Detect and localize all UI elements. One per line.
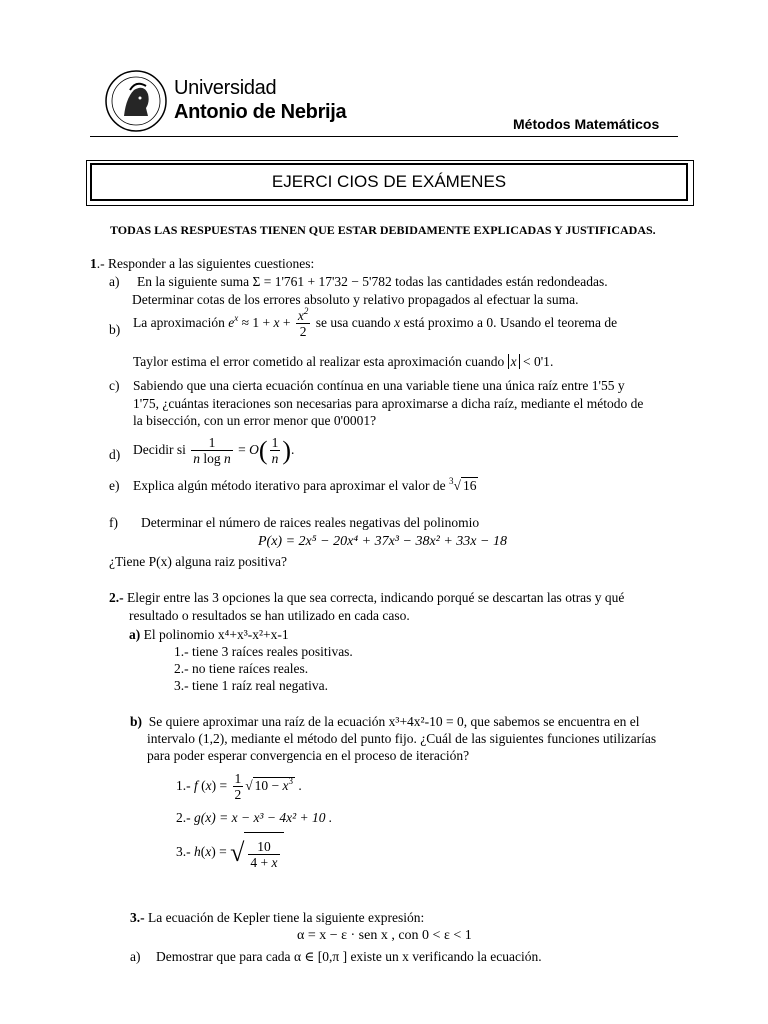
q1-b-post2: está proximo a 0. Usando el teorema de — [403, 315, 618, 330]
q2-b-text1: Se quiere aproximar una raíz de la ecuación x³+4x²-10 = 0, que sabemos se encuentra en el — [148, 714, 640, 729]
q1-c-label: c) — [109, 378, 120, 393]
q2-b-opt2-label: 2.- — [176, 810, 191, 825]
q2-b-opt3-expr: h(x) = √ $\frac{10}{4 + x}$ — [194, 844, 284, 859]
q1-f-text: Determinar el número de raices reales negativas del polinomio — [141, 515, 480, 530]
q1-b-abs-x: x — [508, 354, 520, 369]
q3-number: 3.- — [130, 910, 145, 925]
q1-f-polynomial: P(x) = 2x⁵ − 20x⁴ + 37x³ − 38x² + 33x − 18 — [258, 534, 507, 549]
q3-kepler-equation: α = x − ε · sen x , con 0 < ε < 1 — [297, 928, 472, 943]
q1-a-pre: En la siguiente suma — [137, 274, 250, 289]
q2-b-label: b) — [130, 714, 143, 729]
q3-intro: La ecuación de Kepler tiene la siguiente expresión: — [148, 910, 425, 925]
q2-b-opt1-expr: f (x) = $\frac{1}{2}$ √ $10 - x^3$ . — [194, 771, 302, 803]
q2-b-line1 — [130, 714, 640, 730]
notice-text: TODAS LAS RESPUESTAS TIENEN QUE ESTAR DEBIDAMENTE EXPLICADAS Y JUSTIFICADAS. — [110, 223, 656, 237]
q2-a-text: El polinomio x⁴+x³-x²+x-1 — [143, 627, 289, 642]
q1-a-expr: Σ = 1'761 + 17'32 − 5'782 — [252, 274, 392, 289]
q1-b-line2-text: Taylor estima el error cometido al realizar esta aproximación cuando — [133, 354, 505, 369]
q3-intro-line — [130, 910, 424, 926]
q2-b-option-3 — [176, 832, 284, 872]
q1-b-post: se usa cuando — [315, 315, 391, 330]
q1-d-text: Decidir si — [133, 442, 186, 457]
q2-b-option-1 — [176, 768, 302, 804]
q1-b-line1 — [133, 306, 617, 340]
q1-d-line — [133, 430, 294, 470]
q2-a-option-3: 3.- tiene 1 raíz real negativa. — [174, 678, 329, 693]
q1-intro — [90, 256, 314, 272]
q1-d-label: d) — [109, 447, 121, 462]
title-box — [90, 163, 688, 201]
q2-a-line — [129, 627, 289, 643]
q1-e-radicand: 16 — [462, 478, 477, 493]
q2-a-option-2: 2.- no tiene raíces reales. — [174, 661, 309, 676]
q3-a-post: existe un x verificando la ecuación. — [350, 949, 542, 964]
university-seal-logo — [104, 68, 168, 134]
q1-b-cond: < 0'1 — [523, 354, 550, 369]
q3-a-line — [156, 949, 542, 965]
q1-c-line3: la bisección, con un error menor que 0'0001? — [133, 413, 377, 428]
q2-b-opt1-label: 1.- — [176, 778, 191, 793]
q3-a-pre: Demostrar que para cada — [156, 949, 291, 964]
q1-b-label: b) — [109, 322, 121, 337]
q1-b-var: x — [394, 315, 401, 330]
q2-number: 2.- — [109, 590, 124, 605]
q3-a-interval: α ∈ [0,π ] — [293, 949, 348, 964]
q2-b-opt2-expr: g(x) = x − x³ − 4x² + 10 . — [194, 810, 333, 825]
q1-e-text: Explica algún método iterativo para aproximar el valor de — [133, 478, 446, 493]
q1-intro-text: .- Responder a las siguientes cuestiones: — [96, 256, 315, 271]
university-name-line2: Antonio de Nebrija — [174, 101, 347, 123]
q1-f-question: ¿Tiene P(x) alguna raiz positiva? — [109, 554, 287, 569]
q1-d-expr: $\frac{1}{\text{n log n}}$ = O( $\frac{1}{n}$ ). — [193, 435, 295, 467]
page-title: EJERCI CIOS DE EXÁMENES — [271, 172, 507, 191]
q2-b-option-2 — [176, 810, 332, 826]
q1-a-label: a) — [109, 274, 120, 289]
q2-b-line3: para poder esperar convergencia en el proceso de iteración? — [147, 748, 470, 763]
q1-a-line2: Determinar cotas de los errores absoluto y relativo propagados al efectuar la suma. — [132, 292, 579, 307]
q2-intro-line1 — [109, 590, 624, 606]
q2-a-option-1: 1.- tiene 3 raíces reales positivas. — [174, 644, 353, 659]
q2-intro-line2: resultado o resultados se han utilizado en cada caso. — [129, 608, 410, 623]
q2-b-opt3-label: 3.- — [176, 844, 191, 859]
q1-c-line2: 1'75, ¿cuántas iteraciones son necesarias para aproximarse a dicha raíz, mediante el método de — [133, 396, 644, 411]
course-name: Métodos Matemáticos — [513, 116, 660, 132]
q1-b-approx: $e^x \approx 1 + x$ + $\frac{x^2}{2}$ — [228, 306, 309, 340]
q1-number: 1 — [90, 256, 97, 271]
q1-e-line — [133, 478, 478, 494]
q3-a-label: a) — [130, 949, 141, 964]
q2-intro1: Elegir entre las 3 opciones la que sea correcta, indicando porqué se descartan las otras y qué — [127, 590, 625, 605]
q1-b-line2: Taylor estima el error cometido al realizar esta aproximación cuando x < 0'1. — [133, 354, 554, 369]
q1-e-cuberoot: $^3$√ 16 — [449, 476, 477, 493]
q1-a-line1 — [137, 274, 608, 290]
q2-a-label: a) — [129, 627, 141, 642]
q1-a-post: todas las cantidades están redondeadas. — [395, 274, 608, 289]
q1-e-label: e) — [109, 478, 120, 493]
q1-b-pre: La aproximación — [133, 315, 225, 330]
header-rule — [90, 136, 678, 137]
university-name-line1: Universidad — [174, 77, 277, 99]
q1-c-line1: Sabiendo que una cierta ecuación contínua en una variable tiene una única raíz entre 1'55 y — [133, 378, 625, 393]
q2-b-line2: intervalo (1,2), mediante el método del punto fijo. ¿Cuál de las siguientes funciones utilizarías — [147, 731, 657, 746]
q1-f-label: f) — [109, 515, 118, 530]
